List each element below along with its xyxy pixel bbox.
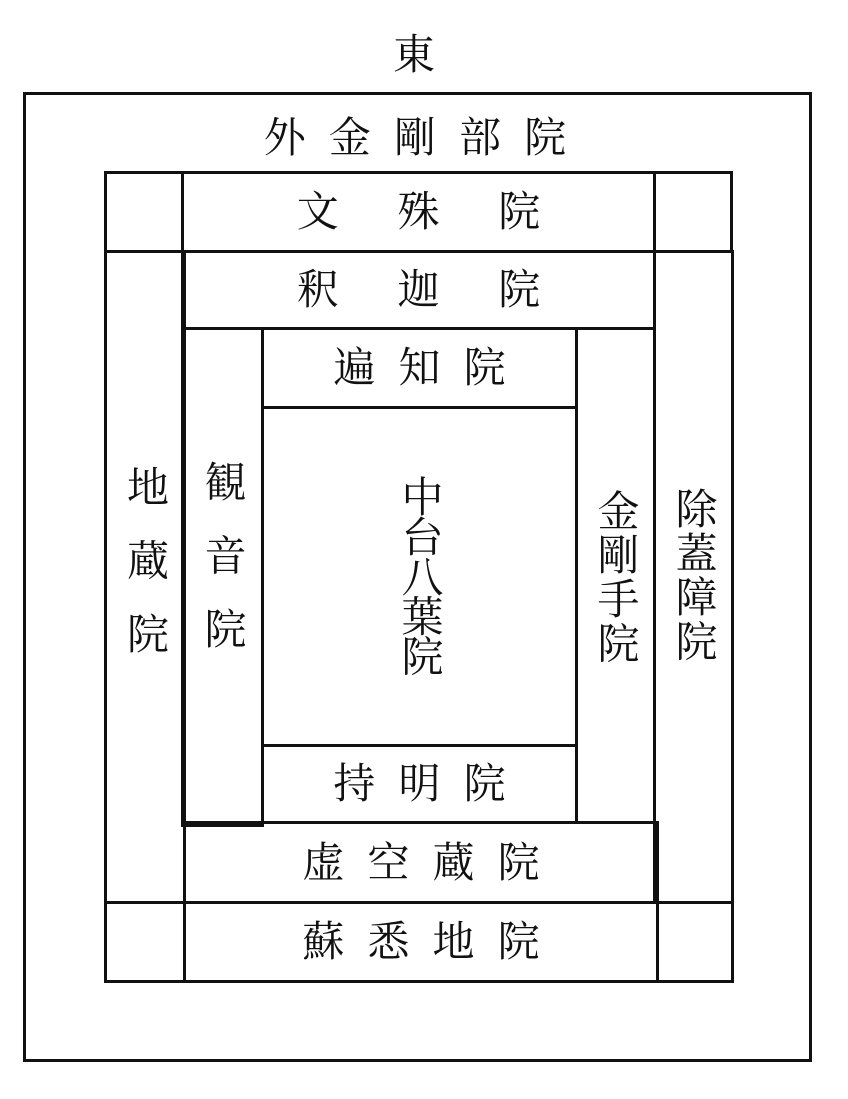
soshitsuji-hall-label: 蘇悉地院 <box>302 917 563 966</box>
shaka-hall-label: 釈迦院 <box>296 265 600 314</box>
jimyo-hall-label: 持明院 <box>333 759 529 808</box>
manjusri-hall-label: 文殊院 <box>296 187 600 236</box>
direction-label: 東 <box>392 30 435 79</box>
kannon-hall-label: 観音院 <box>198 459 248 681</box>
corner-top-left <box>104 171 184 253</box>
corner-bottom-left <box>104 901 186 983</box>
henchi-hall-label: 遍知院 <box>333 343 529 392</box>
outer-vajra-hall-label: 外金剛部院 <box>263 112 590 162</box>
kokuzo-hall-label: 虚空蔵院 <box>302 837 563 887</box>
central-eight-petal-hall-label: 中台八葉院 <box>395 475 445 675</box>
jogaisho-hall-label: 除蓋障院 <box>669 486 719 664</box>
corner-bottom-right <box>656 901 734 983</box>
kongoshu-hall-label: 金剛手院 <box>591 489 641 666</box>
corner-top-right <box>653 171 733 253</box>
jizo-hall-label: 地蔵院 <box>121 464 170 686</box>
